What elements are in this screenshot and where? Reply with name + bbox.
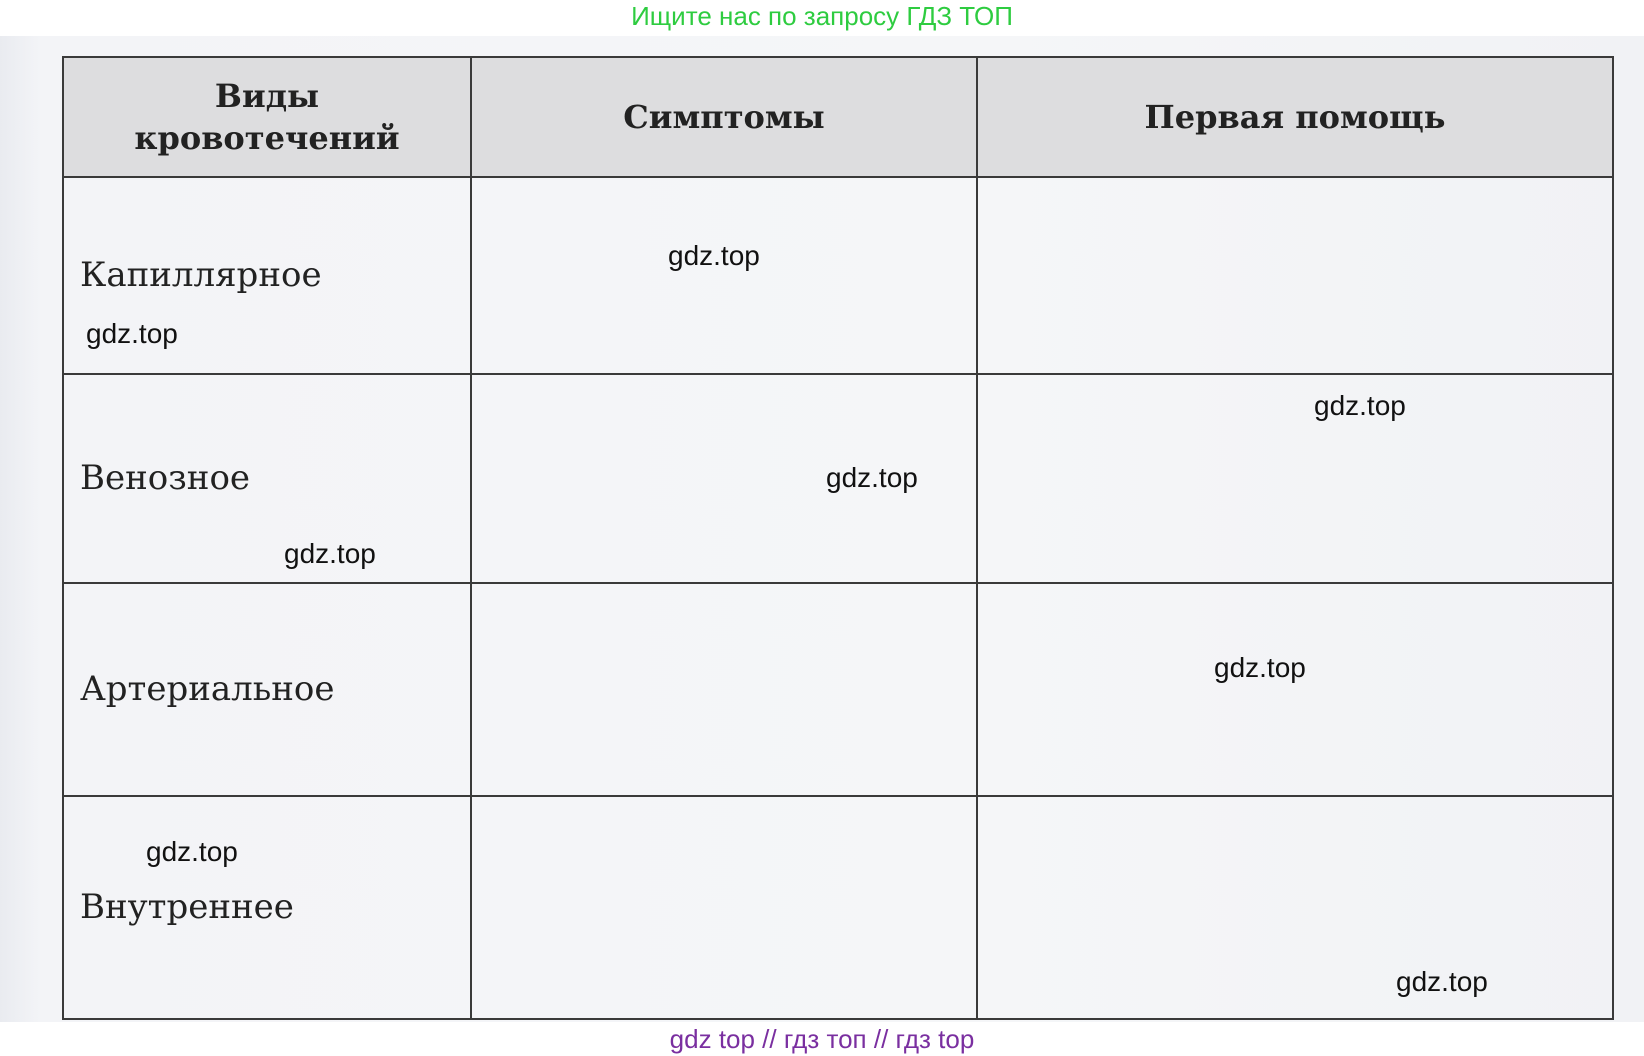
first-aid-cell [977,583,1613,796]
table-row [63,177,1613,374]
bleeding-type-cell: Капиллярное [63,177,471,374]
watermark: gdz.top [86,318,178,349]
watermark: gdz.top [826,462,918,493]
top-banner: Ищите нас по запросу ГДЗ ТОП [631,1,1013,31]
table-header-row [63,57,1613,177]
watermark: gdz.top [668,240,760,271]
bleeding-type-cell: Артериальное [63,583,471,796]
watermark: gdz.top [1396,966,1488,997]
watermark: gdz.top [1314,390,1406,421]
bottom-banner: gdz top // гдз топ // гдз top [0,1022,1644,1056]
header-first-aid: Первая помощь [977,57,1613,177]
header-bleeding-types: Виды кровотечений [63,57,471,177]
symptoms-cell [471,583,977,796]
watermark: gdz.top [146,836,238,867]
symptoms-cell [471,177,977,374]
header-symptoms: Симптомы [471,57,977,177]
watermark: gdz.top [284,538,376,569]
bleeding-type-cell: Внутреннее [63,796,471,1019]
first-aid-cell [977,374,1613,583]
first-aid-cell [977,177,1613,374]
symptoms-cell [471,796,977,1019]
first-aid-cell [977,796,1613,1019]
table-row [63,796,1613,1019]
table-row [63,583,1613,796]
bleeding-type-cell: Венозное [63,374,471,583]
watermark: gdz.top [1214,652,1306,683]
